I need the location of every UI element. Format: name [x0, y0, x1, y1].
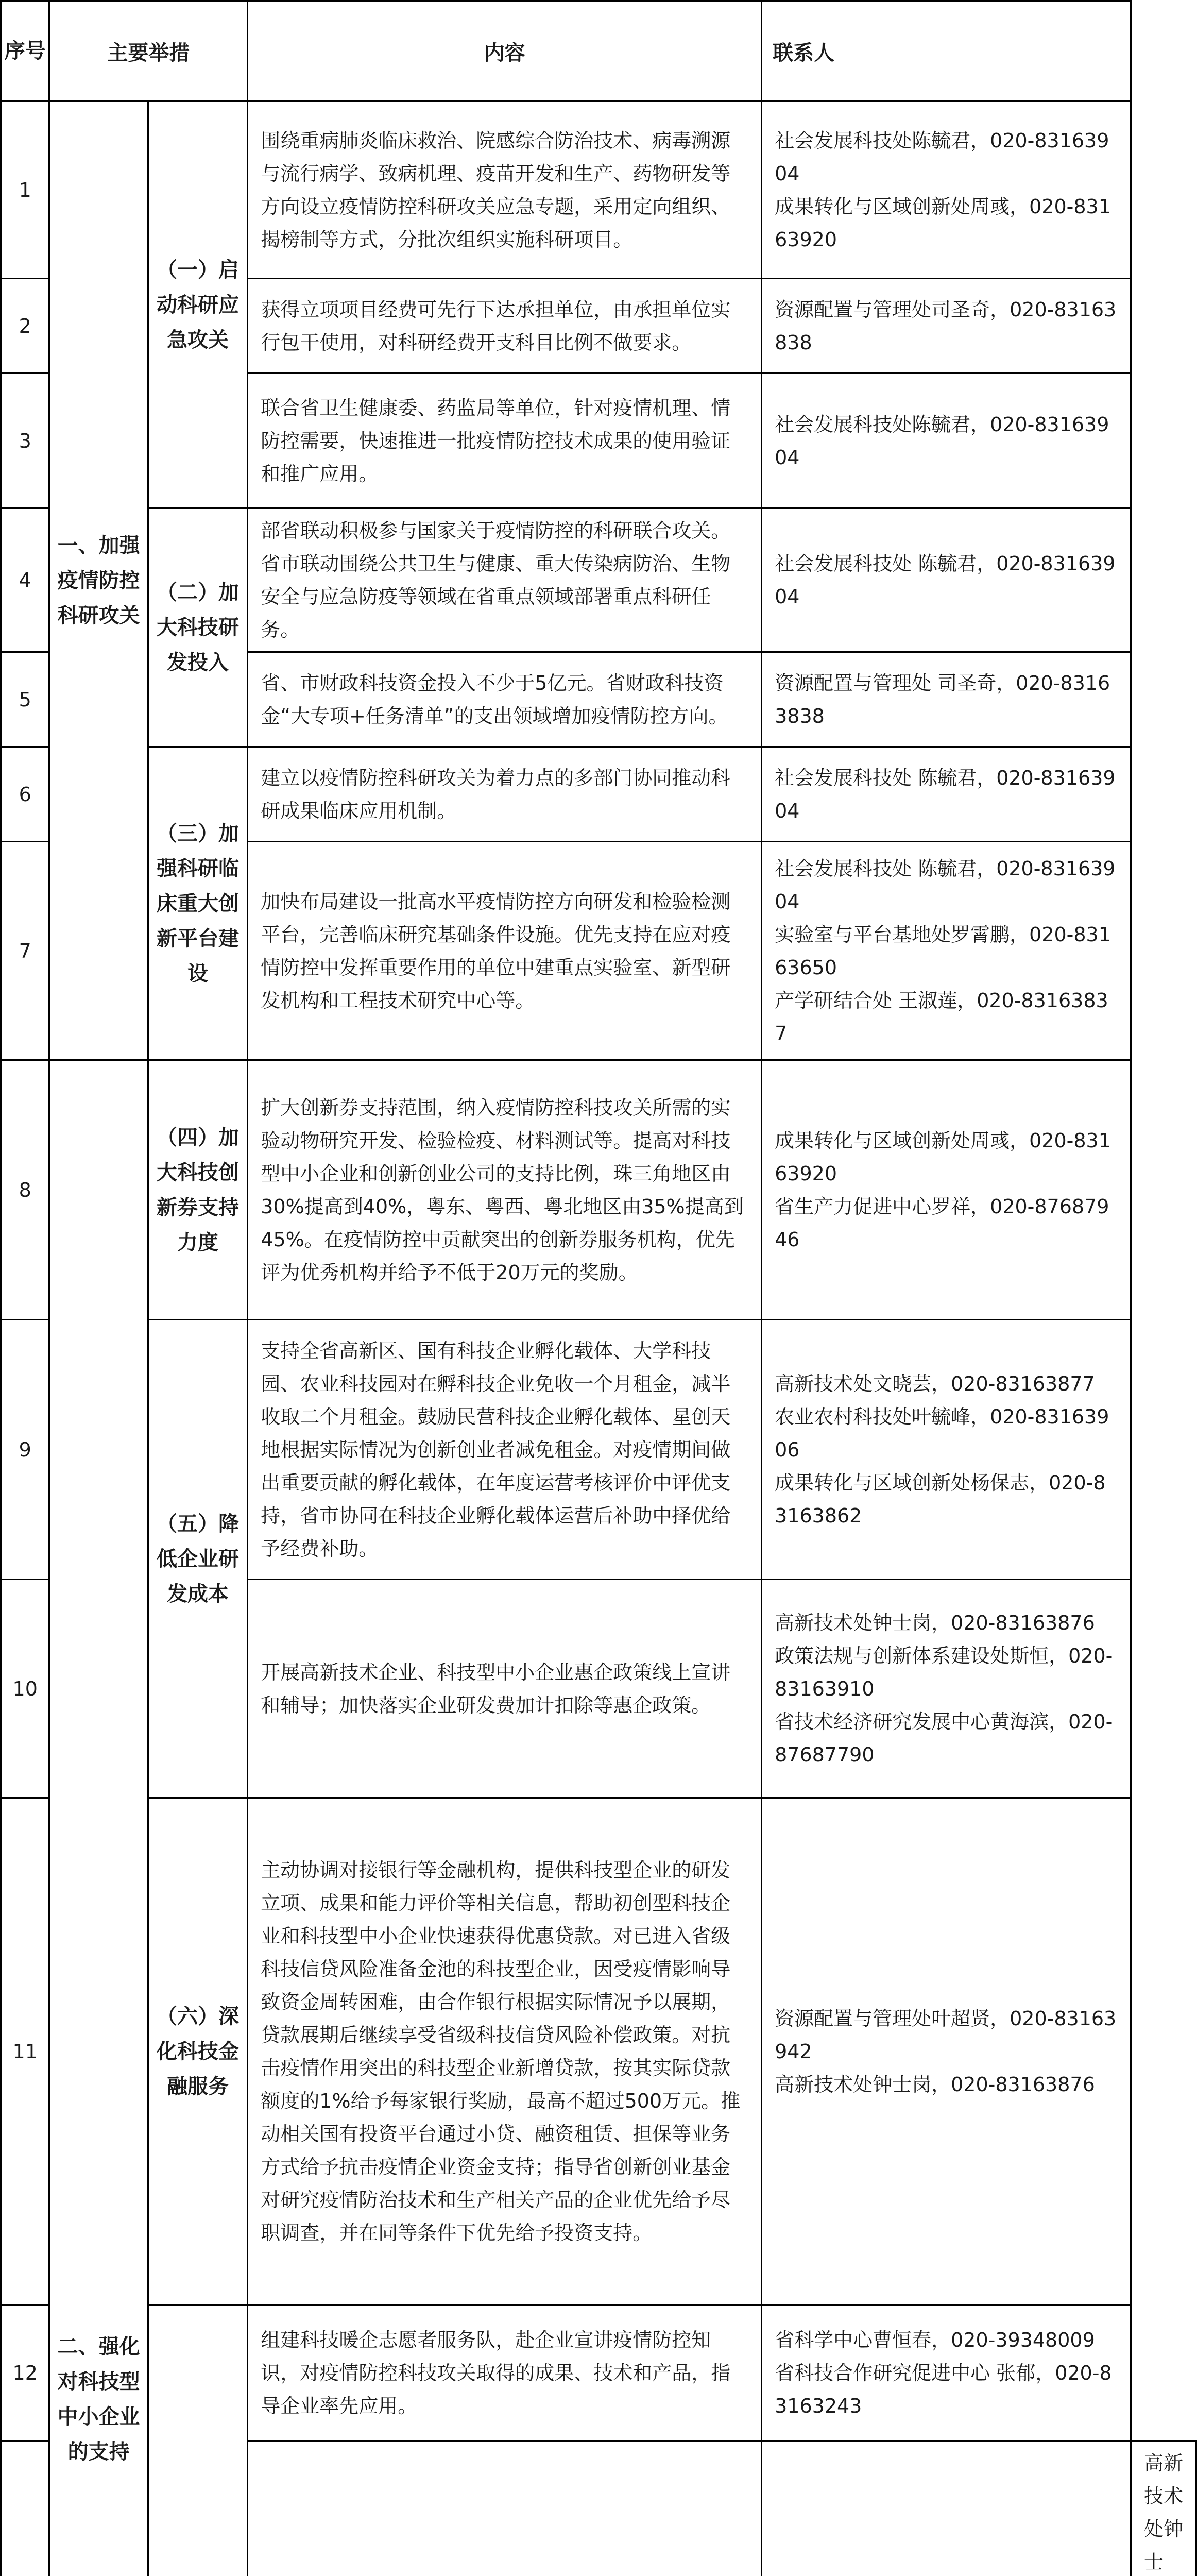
contact-line: 成果转化与区域创新处周彧，020-83163920 [775, 195, 1111, 251]
row-contacts [762, 2305, 1131, 2441]
header-row [1, 1, 1196, 101]
row-seq: 3 [1, 374, 49, 509]
row-seq: 11 [1, 1798, 49, 2305]
contact-line: 成果转化与区域创新处周彧，020-83163920 [775, 1129, 1111, 1185]
row-content [762, 2441, 1131, 2576]
contact-line: 产学研结合处 王淑莲，020-83163837 [775, 989, 1108, 1045]
row-contacts [762, 279, 1131, 374]
contact-line: 农业农村科技处叶毓峰，020-83163906 [775, 1405, 1109, 1461]
row-seq: 8 [1, 1060, 49, 1320]
row-content: 支持全省高新区、国有科技企业孵化载体、大学科技园、农业科技园对在孵科技企业免收一个月租金，减半收取二个月租金。鼓励民营科技企业孵化载体、星创天地根据实际情况为创新创业者减免租金。对疫情期间做出重要贡献的孵化载体，在年度运营考核评价中评优支持，省市协同在科技企业孵化载体运营后补助中择优给予经费补助。 [248, 1320, 762, 1580]
contact-line: 省技术经济研究发展中心黄海滨，020-87687790 [775, 1710, 1113, 1766]
row-seq: 5 [1, 652, 49, 747]
row-seq [1, 2441, 49, 2576]
row-contacts [762, 101, 1131, 279]
row-content: 主动协调对接银行等金融机构，提供科技型企业的研发立项、成果和能力评价等相关信息，帮助初创型科技企业和科技型中小企业快速获得优惠贷款。对已进入省级科技信贷风险准备金池的科技型企业，因受疫情影响导致资金周转困难，由合作银行根据实际情况予以展期，贷款展期后继续享受省级科技信贷风险补偿政策。对抗击疫情作用突出的科技型企业新增贷款，按其实际贷款额度的1%给予每家银行奖励，最高不超过500万元。推动相关国有投资平台通过小贷、融资租赁、担保等业务方式给予抗击疫情企业资金支持；指导省创新创业基金对研究疫情防治技术和生产相关产品的企业优先给予尽职调查，并在同等条件下优先给予投资支持。 [248, 1798, 762, 2305]
header-seq [1, 1, 49, 101]
contact-line: 政策法规与创新体系建设处斯恒，020-83163910 [775, 1644, 1113, 1700]
contact-line: 资源配置与管理处司圣奇，020-83163838 [775, 298, 1117, 354]
row-seq: 1 [1, 101, 49, 279]
contact-line: 资源配置与管理处 司圣奇，020-83163838 [775, 671, 1110, 727]
row-content: 加快布局建设一批高水平疫情防控方向研发和检验检测平台，完善临床研究基础条件设施。优先支持在应对疫情防控中发挥重要作用的单位中建重点实验室、新型研发机构和工程技术研究中心等。 [248, 842, 762, 1060]
row-contacts [762, 842, 1131, 1060]
contact-line: 高新技术处钟士岗，020-83163876 [775, 1611, 1095, 1634]
contact-line: 社会发展科技处 陈毓君，020-83163904 [775, 766, 1116, 822]
row-content: 组建科技暖企志愿者服务队，赴企业宣讲疫情防控知识，对疫情防控科技攻关取得的成果、技术和产品，指导企业率先应用。 [248, 2305, 762, 2441]
row-content: 省、市财政科技资金投入不少于5亿元。省财政科技资金“大专项+任务清单”的支出领域增加疫情防控方向。 [248, 652, 762, 747]
contact-line: 社会发展科技处 陈毓君，020-83163904 [775, 552, 1116, 608]
contact-line: 省生产力促进中心罗祥，020-87687946 [775, 1195, 1109, 1251]
contact-line: 资源配置与管理处叶超贤，020-83163942 [775, 2007, 1117, 2063]
row-seq: 2 [1, 279, 49, 374]
row-seq: 6 [1, 747, 49, 842]
contact-line: 成果转化与区域创新处杨保志，020-83163862 [775, 1471, 1106, 1527]
subcategory-2: （二）加大科技研发投入 [148, 509, 247, 747]
row-content: 开展高新技术企业、科技型中小企业惠企政策线上宣讲和辅导；加快落实企业研发费加计扣除等惠企政策。 [248, 1580, 762, 1798]
row-seq: 10 [1, 1580, 49, 1798]
subcategory-5: （五）降低企业研发成本 [148, 1320, 247, 1798]
category-2: 二、强化对科技型中小企业的支持 [49, 1060, 148, 2576]
header-content: 内容 [248, 1, 762, 101]
row-contacts [1131, 2441, 1196, 2576]
contact-line: 省科技合作研究促进中心 张郁，020-83163243 [775, 2361, 1112, 2417]
table-row [1, 101, 1196, 279]
contact-line: 社会发展科技处 陈毓君，020-83163904 [775, 857, 1116, 913]
row-content: 部省联动积极参与国家关于疫情防控的科研联合攻关。省市联动围绕公共卫生与健康、重大传染病防治、生物安全与应急防疫等领域在省重点领域部署重点科研任务。 [248, 509, 762, 652]
row-contacts [762, 747, 1131, 842]
row-contacts [762, 1320, 1131, 1580]
contact-line: 高新技术处钟士 [1144, 2452, 1184, 2573]
table-row [1, 509, 1196, 652]
row-contacts [762, 1060, 1131, 1320]
row-contacts [762, 652, 1131, 747]
contact-line: 省科学中心曹恒春，020-39348009 [775, 2328, 1095, 2351]
row-seq: 9 [1, 1320, 49, 1580]
table-row [1, 2305, 1196, 2441]
row-content: 获得立项项目经费可先行下达承担单位，由承担单位实行包干使用，对科研经费开支科目比例不做要求。 [248, 279, 762, 374]
contact-line: 高新技术处钟士岗，020-83163876 [775, 2073, 1095, 2096]
contact-line: 社会发展科技处陈毓君，020-83163904 [775, 413, 1109, 469]
row-content: 围绕重病肺炎临床救治、院感综合防治技术、病毒溯源与流行病学、致病机理、疫苗开发和生产、药物研发等方向设立疫情防控科研攻关应急专题，采用定向组织、揭榜制等方式，分批次组织实施科研项目。 [248, 101, 762, 279]
table-row [1, 1798, 1196, 2305]
row-contacts [762, 1580, 1131, 1798]
table-row [1, 747, 1196, 842]
row-content: 联合省卫生健康委、药监局等单位，针对疫情机理、情防控需要，快速推进一批疫情防控技术成果的使用验证和推广应用。 [248, 374, 762, 509]
row-contacts [762, 1798, 1131, 2305]
category-1: 一、加强疫情防控科研攻关 [49, 101, 148, 1060]
header-contact: 联系人 [762, 1, 1131, 101]
contact-line: 社会发展科技处陈毓君，020-83163904 [775, 129, 1109, 185]
subcategory-3: （三）加强科研临床重大创新平台建设 [148, 747, 247, 1060]
row-seq: 7 [1, 842, 49, 1060]
header-main: 主要举措 [49, 1, 248, 101]
row-content: 扩大创新券支持范围，纳入疫情防控科技攻关所需的实验动物研究开发、检验检疫、材料测试等。提高对科技型中小企业和创新创业公司的支持比例，珠三角地区由30%提高到40%，粤东、粤西、粤北地区由35%提高到45%。在疫情防控中贡献突出的创新券服务机构，优先评为优秀机构并给予不低于20万元的奖励。 [248, 1060, 762, 1320]
subcategory-1: （一）启动科研应急攻关 [148, 101, 247, 509]
contact-line: 高新技术处文晓芸，020-83163877 [775, 1372, 1095, 1395]
row-seq: 12 [1, 2305, 49, 2441]
row-content: 建立以疫情防控科研攻关为着力点的多部门协同推动科研成果临床应用机制。 [248, 747, 762, 842]
category-continuation [248, 2441, 762, 2576]
table-row [1, 1060, 1196, 1320]
subcategory-7 [148, 2305, 247, 2576]
row-contacts [762, 374, 1131, 509]
table-row [1, 1320, 1196, 1580]
row-contacts [762, 509, 1131, 652]
subcategory-6: （六）深化科技金融服务 [148, 1798, 247, 2305]
contact-line: 实验室与平台基地处罗霄鹏，020-83163650 [775, 923, 1111, 979]
subcategory-4: （四）加大科技创新券支持力度 [148, 1060, 247, 1320]
row-seq: 4 [1, 509, 49, 652]
header-seq-text: 序号 [4, 39, 46, 63]
